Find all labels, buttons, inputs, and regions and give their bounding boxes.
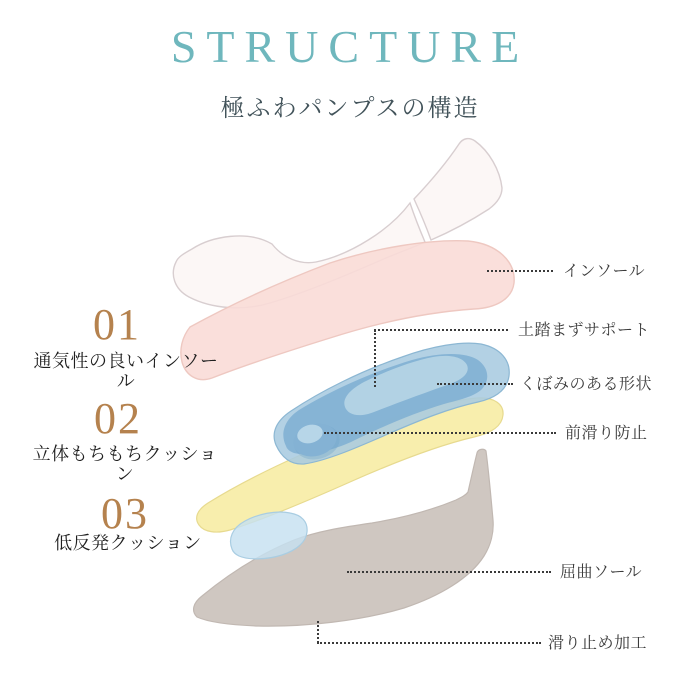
label-front-grip: 前滑り防止 [565, 425, 648, 442]
leader-line-grip-vertical [317, 621, 319, 643]
leader-line-arch [374, 329, 508, 331]
page-title: STRUCTURE [170, 21, 530, 72]
leader-line-arch-vertical [374, 330, 376, 387]
leader-line-flex-sole [347, 571, 551, 573]
page-subtitle: 極ふわパンプスの構造 [220, 96, 480, 122]
leader-line-insole [487, 270, 553, 272]
leader-line-front-grip [324, 432, 556, 434]
label-hollow-shape: くぼみのある形状 [520, 376, 653, 393]
label-insole: インソール [563, 263, 646, 280]
label-flex-sole: 屈曲ソール [560, 564, 643, 581]
step-number-3: 03 [101, 489, 149, 538]
label-grip-finish: 滑り止め加工 [548, 635, 648, 652]
step-label-3: 低反発クッション [54, 533, 202, 553]
step-number-1: 01 [93, 300, 141, 349]
label-arch-support: 土踏まずサポート [518, 322, 651, 339]
leader-line-hollow [437, 383, 513, 385]
step-label-1: 通気性の良いインソール [33, 351, 219, 391]
step-label-2: 立体もちもちクッション [32, 444, 218, 484]
step-number-2: 02 [94, 394, 142, 443]
shoe-upper-heel-shape [414, 139, 502, 240]
leader-line-grip-finish [317, 642, 541, 644]
